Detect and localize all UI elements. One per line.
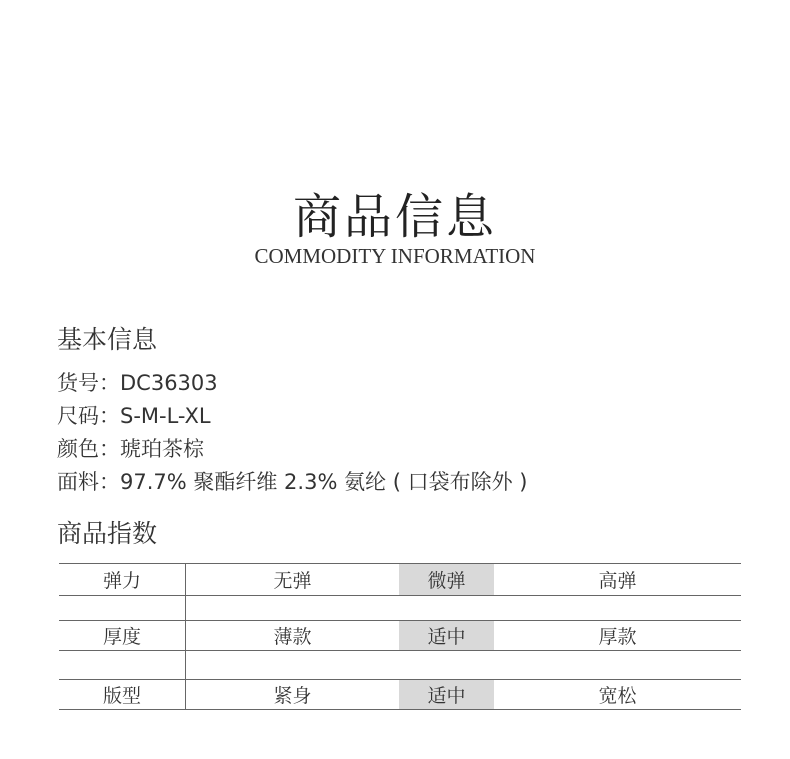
info-item-size	[57, 400, 211, 430]
table-spacer-row	[59, 651, 741, 680]
table-spacer-row	[59, 596, 741, 621]
info-item-color	[57, 433, 204, 463]
spacer-cell	[186, 651, 741, 679]
spacer-cell	[59, 651, 186, 679]
index-option: 厚款	[598, 626, 637, 648]
info-label: 面料：	[57, 470, 120, 494]
basic-info-heading: 基本信息	[57, 325, 158, 354]
index-option: 宽松	[598, 685, 637, 707]
table-row	[59, 621, 741, 651]
index-row-name: 厚度	[59, 621, 186, 650]
info-value: S-M-L-XL	[120, 404, 211, 428]
info-value: 琥珀茶棕	[120, 437, 204, 461]
index-row-name: 弹力	[59, 564, 186, 595]
index-option-selected: 微弹	[399, 564, 494, 595]
index-row-name: 版型	[59, 680, 186, 709]
spacer-cell	[59, 596, 186, 620]
table-row	[59, 680, 741, 710]
spacer-cell	[186, 596, 741, 620]
index-option: 高弹	[598, 570, 637, 592]
index-option: 无弹	[273, 570, 312, 592]
index-option-selected: 适中	[399, 680, 494, 709]
info-label: 货号：	[57, 371, 120, 395]
index-table	[59, 563, 741, 710]
info-value: 97.7% 聚酯纤维 2.3% 氨纶 ( 口袋布除外 )	[120, 470, 528, 494]
index-option: 薄款	[273, 626, 312, 648]
index-heading: 商品指数	[57, 519, 158, 548]
index-option-selected: 适中	[399, 621, 494, 650]
info-label: 颜色：	[57, 437, 120, 461]
page-title: 商品信息	[292, 189, 497, 245]
index-option: 紧身	[273, 685, 312, 707]
page-subtitle: COMMODITY INFORMATION	[254, 244, 536, 268]
info-label: 尺码：	[57, 404, 120, 428]
info-value: DC36303	[120, 371, 218, 395]
info-item-fabric	[57, 466, 528, 496]
info-item-sku	[57, 367, 218, 397]
table-row	[59, 564, 741, 596]
